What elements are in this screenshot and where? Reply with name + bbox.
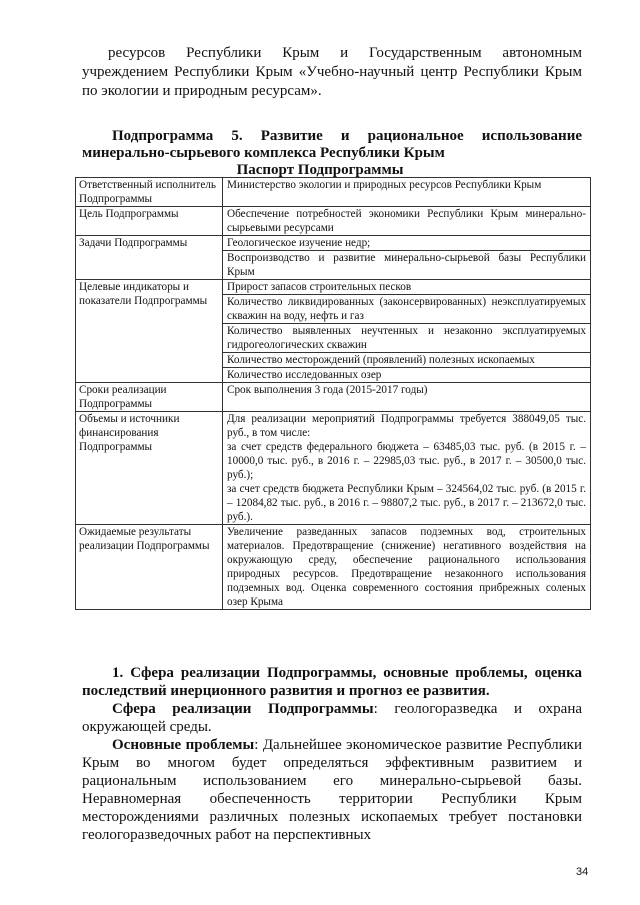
passport-table bbox=[75, 177, 591, 610]
table-row bbox=[76, 525, 591, 610]
section-heading: 1. Сфера реализации Подпрограммы, основные проблемы, оценка последствий инерционного развития и прогноз ее развития. bbox=[82, 665, 582, 699]
row-value bbox=[223, 383, 591, 412]
table-row bbox=[76, 412, 591, 525]
row-value bbox=[223, 412, 591, 525]
table-row bbox=[76, 236, 591, 280]
row-item: Министерство экологии и природных ресурсов Республики Крым bbox=[227, 179, 542, 191]
row-item: Увеличение разведанных запасов подземных вод, строительных материалов. Предотвращение (снижение) негативного воздействия на окружающую среду, обеспечение рационального использования природных ресурсов. Предотвращение незаконного использования подземных вод. Оценка современного состояния прибрежных соленых озер Крыма bbox=[227, 526, 586, 608]
row-label: Ожидаемые результаты реализации Подпрограммы bbox=[76, 525, 223, 610]
problems-text: : Дальнейшее экономическое развитие Республики Крым во многом будет определяться эффективным развитием и рациональным использованием его минерально-сырьевой базы. Неравномерная обеспеченность территории Республики Крым месторождениями различных полезных ископаемых требует постановки геологоразведочных работ на перспективных bbox=[82, 737, 582, 843]
problems-label: Основные проблемы bbox=[112, 737, 255, 753]
row-value bbox=[223, 525, 591, 610]
scope-label: Сфера реализации Подпрограммы bbox=[112, 701, 374, 717]
section-1 bbox=[82, 664, 582, 844]
table-row bbox=[76, 207, 591, 236]
row-value bbox=[223, 236, 591, 280]
row-label: Цель Подпрограммы bbox=[76, 207, 223, 236]
row-value bbox=[223, 178, 591, 207]
row-label: Задачи Подпрограммы bbox=[76, 236, 223, 280]
section-paragraph-scope bbox=[82, 700, 582, 736]
row-value bbox=[223, 280, 591, 383]
row-item: за счет средств бюджета Республики Крым – 324564,02 тыс. руб. (в 2015 г. – 12084,82 тыс. руб., в 2016 г. – 98807,2 тыс. руб., в 2017 г. – 213672,0 тыс. руб.). bbox=[227, 483, 586, 523]
scope-text: : геологоразведка и охрана окружающей среды. bbox=[82, 701, 583, 735]
row-item: Для реализации мероприятий Подпрограммы требуется 388049,05 тыс. руб., в том числе: bbox=[227, 413, 586, 439]
page-number: 34 bbox=[576, 866, 589, 878]
subprogram-title: Подпрограмма 5. Развитие и рациональное использование минерально-сырьевого комплекса Республики Крым bbox=[82, 128, 582, 161]
row-label: Сроки реализации Подпрограммы bbox=[76, 383, 223, 412]
row-item: Количество исследованных озер bbox=[223, 367, 590, 382]
table-row bbox=[76, 178, 591, 207]
row-item: Прирост запасов строительных песков bbox=[227, 281, 412, 293]
row-item: Количество выявленных неучтенных и незаконно эксплуатируемых гидрогеологических скважин bbox=[223, 323, 590, 352]
row-label: Объемы и источники финансирования Подпрограммы bbox=[76, 412, 223, 525]
row-item: Срок выполнения 3 года (2015-2017 годы) bbox=[227, 384, 428, 396]
row-label: Ответственный исполнитель Подпрограммы bbox=[76, 178, 223, 207]
intro-paragraph: ресурсов Республики Крым и Государственным автономным учреждением Республики Крым «Учебно-научный центр Республики Крым по экологии и природным ресурсам». bbox=[82, 45, 582, 99]
row-label: Целевые индикаторы и показатели Подпрограммы bbox=[76, 280, 223, 383]
row-item: за счет средств федерального бюджета – 63485,03 тыс. руб. (в 2015 г. – 10000,0 тыс. руб., в 2016 г. – 22985,03 тыс. руб., в 2017 г. – 30500,0 тыс. руб.); bbox=[227, 441, 586, 481]
row-value bbox=[223, 207, 591, 236]
table-row bbox=[76, 383, 591, 412]
row-item: Количество месторождений (проявлений) полезных ископаемых bbox=[223, 352, 590, 367]
row-item: Воспроизводство и развитие минерально-сырьевой базы Республики Крым bbox=[223, 250, 590, 279]
passport-title: Паспорт Подпрограммы bbox=[236, 162, 404, 178]
row-item: Геологическое изучение недр; bbox=[227, 237, 371, 249]
row-item: Обеспечение потребностей экономики Республики Крым минерально-сырьевыми ресурсами bbox=[227, 208, 586, 234]
section-paragraph-problems bbox=[82, 736, 582, 844]
row-item: Количество ликвидированных (законсервированных) неэксплуатируемых скважин на воду, нефть и газ bbox=[223, 294, 590, 323]
table-row bbox=[76, 280, 591, 383]
